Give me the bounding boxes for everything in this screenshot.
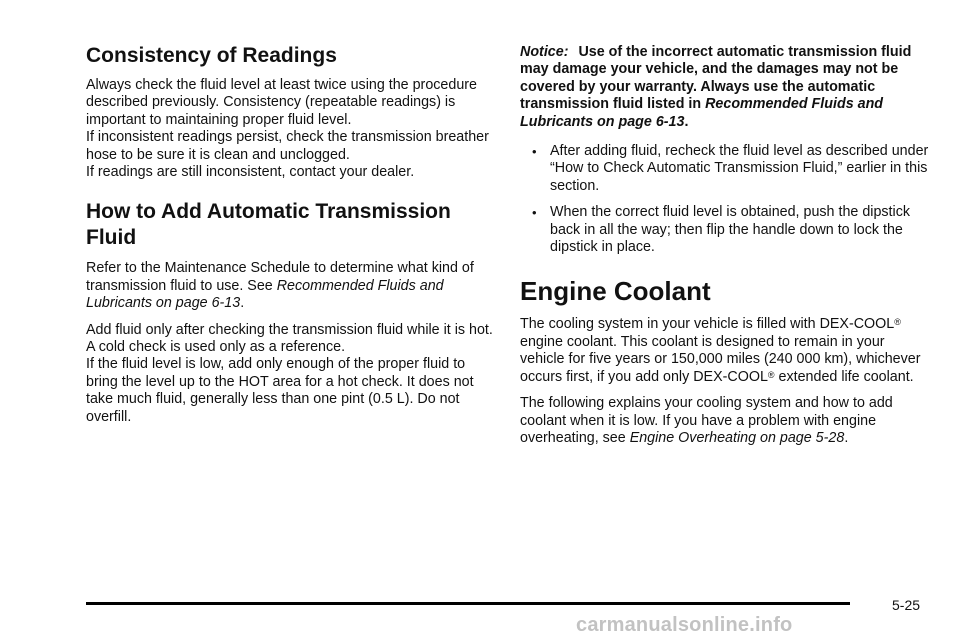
paragraph-maintenance-schedule <box>86 260 496 312</box>
text: extended life coolant. <box>774 368 914 385</box>
heading-engine-coolant: Engine Coolant <box>520 276 711 307</box>
list-item <box>520 143 932 195</box>
text: engine coolant. This coolant is designed to remain in your vehicle for five years or 150,000 miles (240 000 km), whichever occurs first, if you add only DEX-COOL <box>520 333 921 385</box>
page-number: 5-25 <box>892 597 921 613</box>
punctuation: . <box>240 295 245 312</box>
watermark: carmanualsonline.info <box>576 614 793 636</box>
cross-reference-link[interactable]: Recommended Fluids and Lubricants on page 6-13 <box>520 96 884 130</box>
bullet-icon: • <box>532 144 537 160</box>
footer-rule <box>86 602 850 605</box>
heading-consistency-of-readings: Consistency of Readings <box>86 44 337 67</box>
bullet-list <box>520 143 932 256</box>
registered-mark: ® <box>767 369 775 380</box>
paragraph-contact-dealer: If readings are still inconsistent, contact your dealer. <box>86 164 415 181</box>
notice-block <box>520 44 932 131</box>
text: The following explains your cooling system and how to add coolant when it is low. If you have a problem with engine overheating, see <box>520 395 893 446</box>
notice-text: Use of the incorrect automatic transmission fluid may damage your vehicle, and the damages may not be covered by your warranty. Always use the automatic transmission fluid listed in <box>520 44 912 113</box>
paragraph-cooling-system <box>520 316 932 386</box>
paragraph-inconsistent-readings: If inconsistent readings persist, check the transmission breather hose to be sure it is clean and unclogged. <box>86 129 489 163</box>
notice-label: Notice: <box>520 44 569 60</box>
list-item-text: After adding fluid, recheck the fluid level as described under “How to Check Automatic Transmission Fluid,” earlier in this section. <box>550 143 929 194</box>
paragraph-cooling-explanation <box>520 395 932 447</box>
registered-mark: ® <box>894 317 901 328</box>
paragraph-consistency: Always check the fluid level at least twice using the procedure described previously. Consistency (repeatable readings) is important to maintaining proper fluid level. <box>86 77 477 128</box>
right-column <box>520 44 932 456</box>
paragraph-add-fluid-hot: Add fluid only after checking the transmission fluid while it is hot. A cold check is used only as a reference. <box>86 321 493 356</box>
cross-reference-link[interactable]: Engine Overheating on page 5-28 <box>629 429 845 446</box>
heading-how-to-add-fluid: How to Add Automatic Transmission Fluid <box>86 200 451 250</box>
list-item <box>520 204 932 256</box>
paragraph-fluid-low: If the fluid level is low, add only enough of the proper fluid to bring the level up to the HOT area for a hot check. It does not take much fluid, generally less than one pint (0.5 L). Do not overfill. <box>86 356 474 425</box>
list-item-text: When the correct fluid level is obtained, push the dipstick back in all the way; then flip the handle down to lock the dipstick in place. <box>550 204 910 256</box>
left-column <box>86 44 496 435</box>
punctuation: . <box>684 113 689 130</box>
punctuation: . <box>844 429 849 446</box>
cross-reference-link[interactable]: Recommended Fluids and Lubricants on page 6-13 <box>86 277 444 312</box>
text: The cooling system in your vehicle is filled with DEX-COOL <box>520 316 895 333</box>
text: Refer to the Maintenance Schedule to determine what kind of transmission fluid to use. See <box>86 260 474 294</box>
bullet-icon: • <box>532 205 537 221</box>
